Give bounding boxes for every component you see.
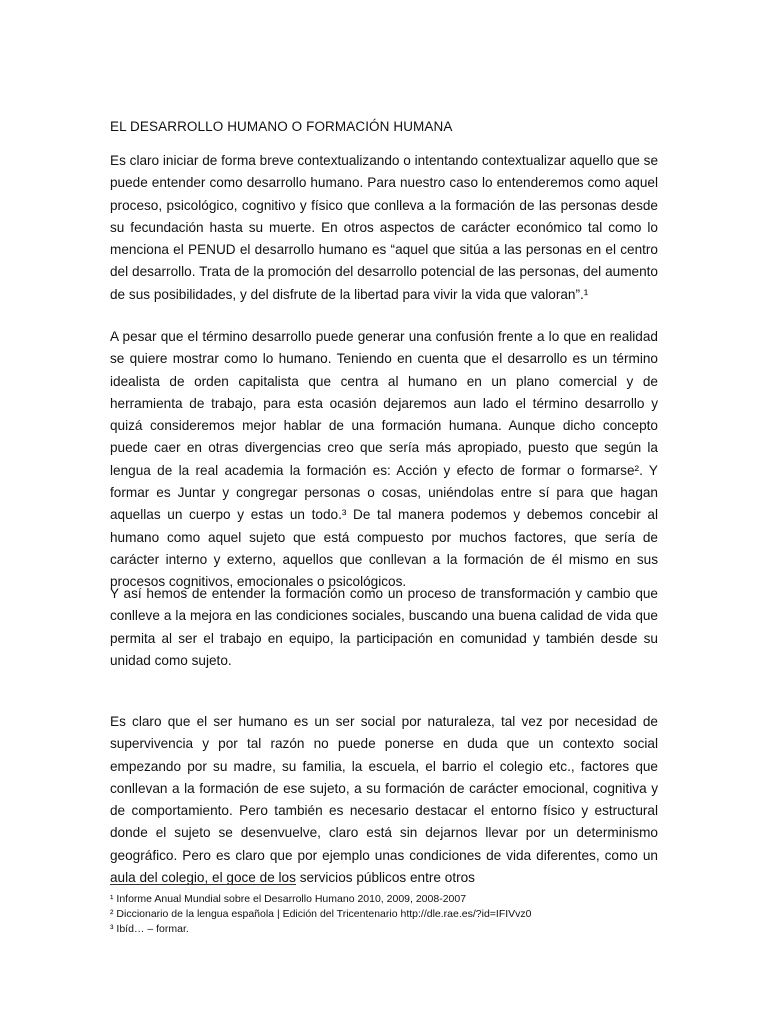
footnote-2: ² Diccionario de la lengua española | Edición del Tricentenario http://dle.rae.es/?id=IFIVvz0 bbox=[110, 908, 532, 920]
footnote-separator bbox=[110, 884, 296, 885]
paragraph-2: A pesar que el término desarrollo puede generar una confusión frente a lo que en realidad se quiere mostrar como lo humano. Teniendo en cuenta que el desarrollo es un término idealista de orden capitalista que centra al humano en un plano comercial y de herramienta de trabajo, para esta ocasión dejaremos aun lado el término desarrollo y quizá consideremos mejor hablar de una formación humana. Aunque dicho concepto puede caer en otras divergencias creo que sería más apropiado, puesto que según la lengua de la real academia la formación es: Acción y efecto de formar o formarse². Y formar es Juntar y congregar personas o cosas, uniéndolas entre sí para que hagan aquellas un cuerpo y estas un todo.³ De tal manera podemos y debemos concebir al humano como aquel sujeto que está compuesto por muchos factores, que sería de carácter interno y externo, aquellos que conllevan a la formación de él mismo en sus procesos cognitivos, emocionales o psicológicos. bbox=[110, 329, 658, 590]
document-heading: EL DESARROLLO HUMANO O FORMACIÓN HUMANA bbox=[110, 119, 453, 134]
footnote-1: ¹ Informe Anual Mundial sobre el Desarrollo Humano 2010, 2009, 2008-2007 bbox=[110, 893, 467, 905]
paragraph-1: Es claro iniciar de forma breve contextualizando o intentando contextualizar aquello que se puede entender como desarrollo humano. Para nuestro caso lo entenderemos como aquel proceso, psicológico, cognitivo y físico que conlleva a la formación de las personas desde su fecundación hasta su muerte. En otros aspectos de carácter económico tal como lo menciona el PENUD el desarrollo humano es “aquel que sitúa a las personas en el centro del desarrollo. Trata de la promoción del desarrollo potencial de las personas, del aumento de sus posibilidades, y del disfrute de la libertad para vivir la vida que valoran”.¹ bbox=[110, 153, 658, 302]
footnote-3: ³ Ibíd… – formar. bbox=[110, 923, 189, 935]
paragraph-3: Y así hemos de entender la formación como un proceso de transformación y cambio que conlleve a la mejora en las condiciones sociales, buscando una buena calidad de vida que permita al ser el trabajo en equipo, la participación en comunidad y también desde su unidad como sujeto. bbox=[110, 586, 658, 668]
paragraph-4: Es claro que el ser humano es un ser social por naturaleza, tal vez por necesidad de supervivencia y por tal razón no puede ponerse en duda que un contexto social empezando por su madre, su familia, la escuela, el barrio el colegio etc., factores que conllevan a la formación de ese sujeto, a su formación de carácter emocional, cognitiva y de comportamiento. Pero también es necesario destacar el entorno físico y estructural donde el sujeto se desenvuelve, claro está sin dejarnos llevar por un determinismo geográfico. Pero es claro que por ejemplo unas condiciones de vida diferentes, como un aula del colegio, el goce de los servicios públicos entre otros bbox=[110, 714, 658, 886]
